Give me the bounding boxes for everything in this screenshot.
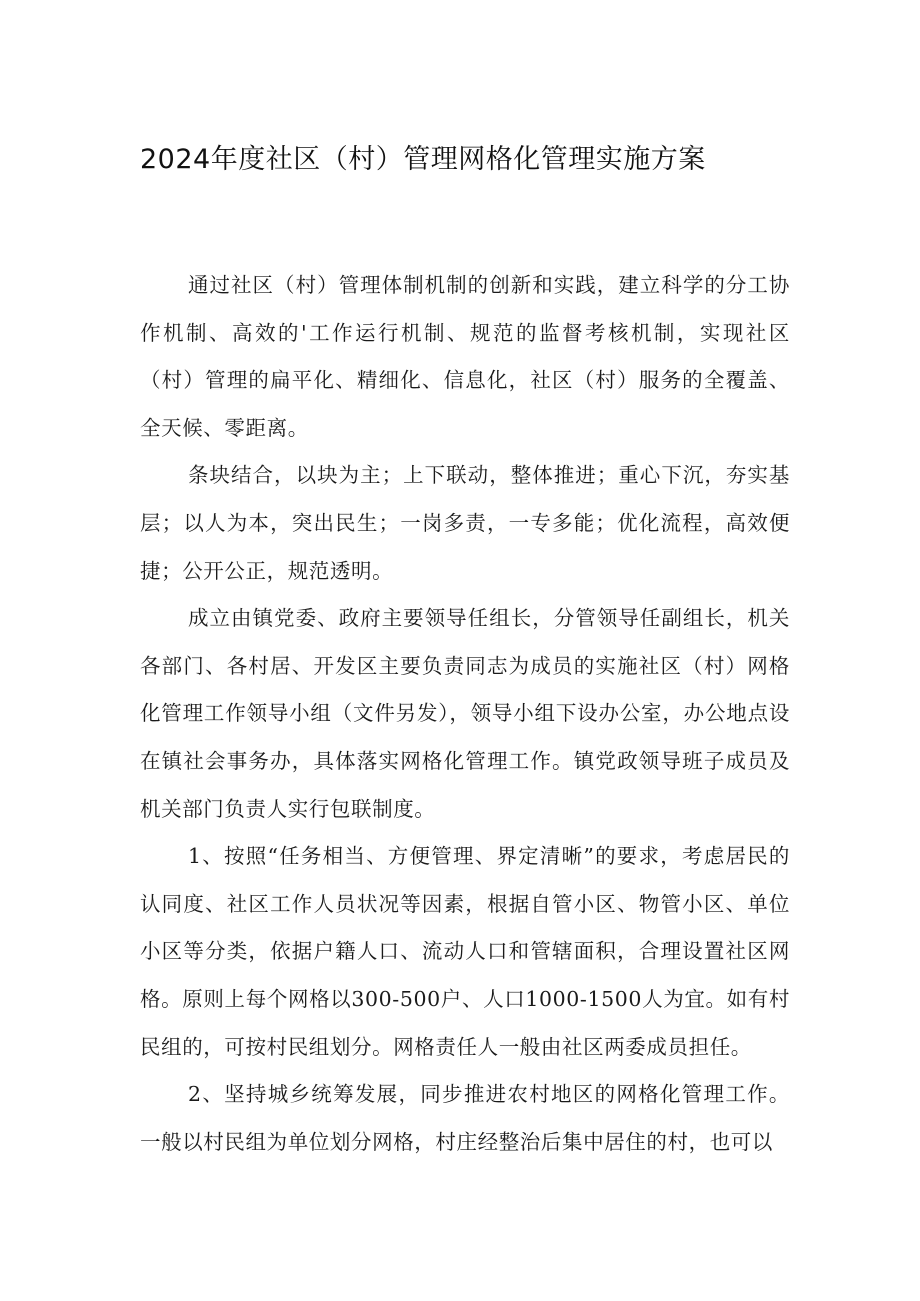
paragraph-intro: 通过社区（村）管理体制机制的创新和实践，建立科学的分工协作机制、高效的'工作运行机制、规范的监督考核机制，实现社区（村）管理的扁平化、精细化、信息化，社区（村）服务的全覆盖、全天候、零距离。 [140,273,790,440]
paragraph-leadership-group: 成立由镇党委、政府主要领导任组长，分管领导任副组长，机关各部门、各村居、开发区主要负责同志为成员的实施社区（村）网格化管理工作领导小组（文件另发），领导小组下设办公室，办公地点设在镇社会事务办，具体落实网格化管理工作。镇党政领导班子成员及机关部门负责人实行包联制度。 [140,606,790,821]
document-title: 2024年度社区（村）管理网格化管理实施方案 [140,144,706,175]
document-body [140,262,790,1166]
paragraph-item-1: 1、按照“任务相当、方便管理、界定清晰”的要求，考虑居民的认同度、社区工作人员状况等因素，根据自管小区、物管小区、单位小区等分类，依据户籍人口、流动人口和管辖面积，合理设置社区网格。原则上每个网格以300-500户、人口1000-1500人为宜。如有村民组的，可按村民组划分。网格责任人一般由社区两委成员担任。 [140,844,790,1059]
paragraph-item-2: 2、坚持城乡统筹发展，同步推进农村地区的网格化管理工作。一般以村民组为单位划分网格，村庄经整治后集中居住的村，也可以 [140,1082,790,1154]
paragraph-principles: 条块结合，以块为主；上下联动，整体推进；重心下沉，夯实基层；以人为本，突出民生；一岗多责，一专多能；优化流程，高效便捷；公开公正，规范透明。 [140,463,790,583]
